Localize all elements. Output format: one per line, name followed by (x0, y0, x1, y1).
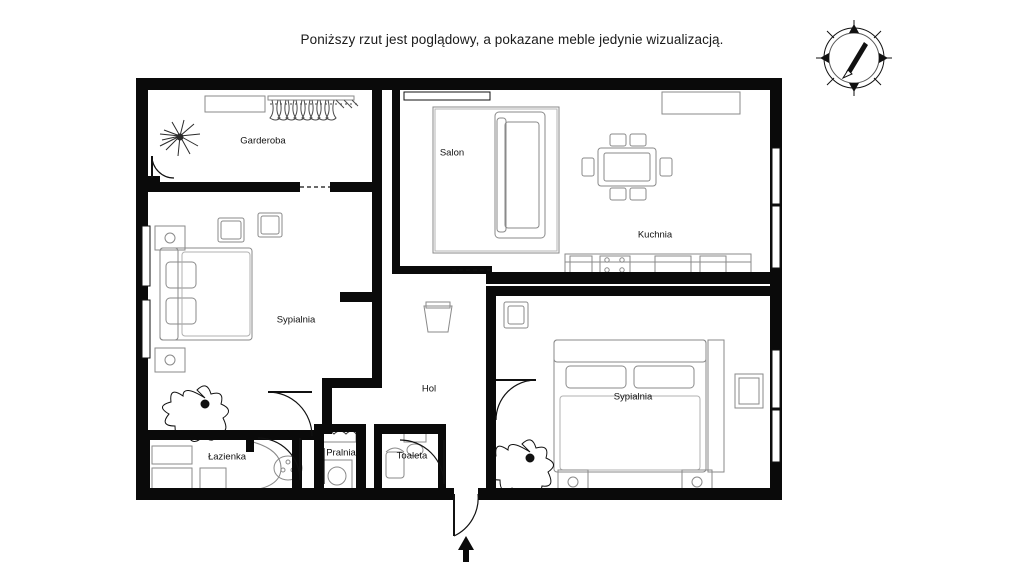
living-rug (433, 107, 559, 253)
room-label-sypialnia: Sypialnia (276, 314, 316, 326)
compass-rose (810, 14, 898, 102)
hall-console (424, 302, 452, 332)
room-label-sypialnia: Sypialnia (613, 391, 653, 403)
room-label-garderoba: Garderoba (240, 135, 286, 147)
room-label-salon: Salon (439, 147, 465, 159)
walls-layer (136, 78, 782, 500)
room-label-pralnia: Pralnia (326, 447, 356, 459)
bed-right (554, 340, 724, 472)
nightstand-1 (155, 226, 185, 250)
window-bedroom-right (772, 350, 780, 408)
door-garderoba (152, 156, 174, 178)
door-bedroom-left (268, 392, 312, 436)
window-salon (404, 92, 490, 100)
laundry-fixtures (322, 430, 356, 490)
entrance-arrow (458, 536, 474, 562)
door-entrance (454, 494, 478, 536)
room-label-toaleta: Toaleta (396, 450, 428, 462)
room-label--azienka: Łazienka (207, 451, 247, 463)
window-bedroom-left (142, 226, 150, 286)
window-bedroom-right-2 (772, 410, 780, 462)
bed-left (160, 248, 252, 340)
window-bedroom-left-2 (142, 300, 150, 358)
hanging-clothes (268, 96, 360, 120)
wardrobe-shelf (205, 96, 265, 112)
window-kitchen (772, 148, 780, 204)
nightstand-2 (155, 348, 185, 372)
doors-layer (152, 156, 536, 536)
dining-set (582, 134, 672, 200)
window-kitchen-2 (772, 206, 780, 268)
sofa (495, 112, 545, 238)
room-label-hol: Hol (421, 383, 437, 395)
room-label-kuchnia: Kuchnia (637, 229, 673, 241)
plan-caption: Poniższy rzut jest poglądowy, a pokazane meble jedynie wizualizacją. (300, 32, 724, 47)
bathroom-fixtures (152, 442, 302, 494)
door-bedroom-right (496, 380, 536, 420)
plant-bedroom-right (487, 440, 553, 496)
plant-garderoba (160, 120, 200, 156)
kitchen-upper-cabinet (662, 92, 740, 114)
